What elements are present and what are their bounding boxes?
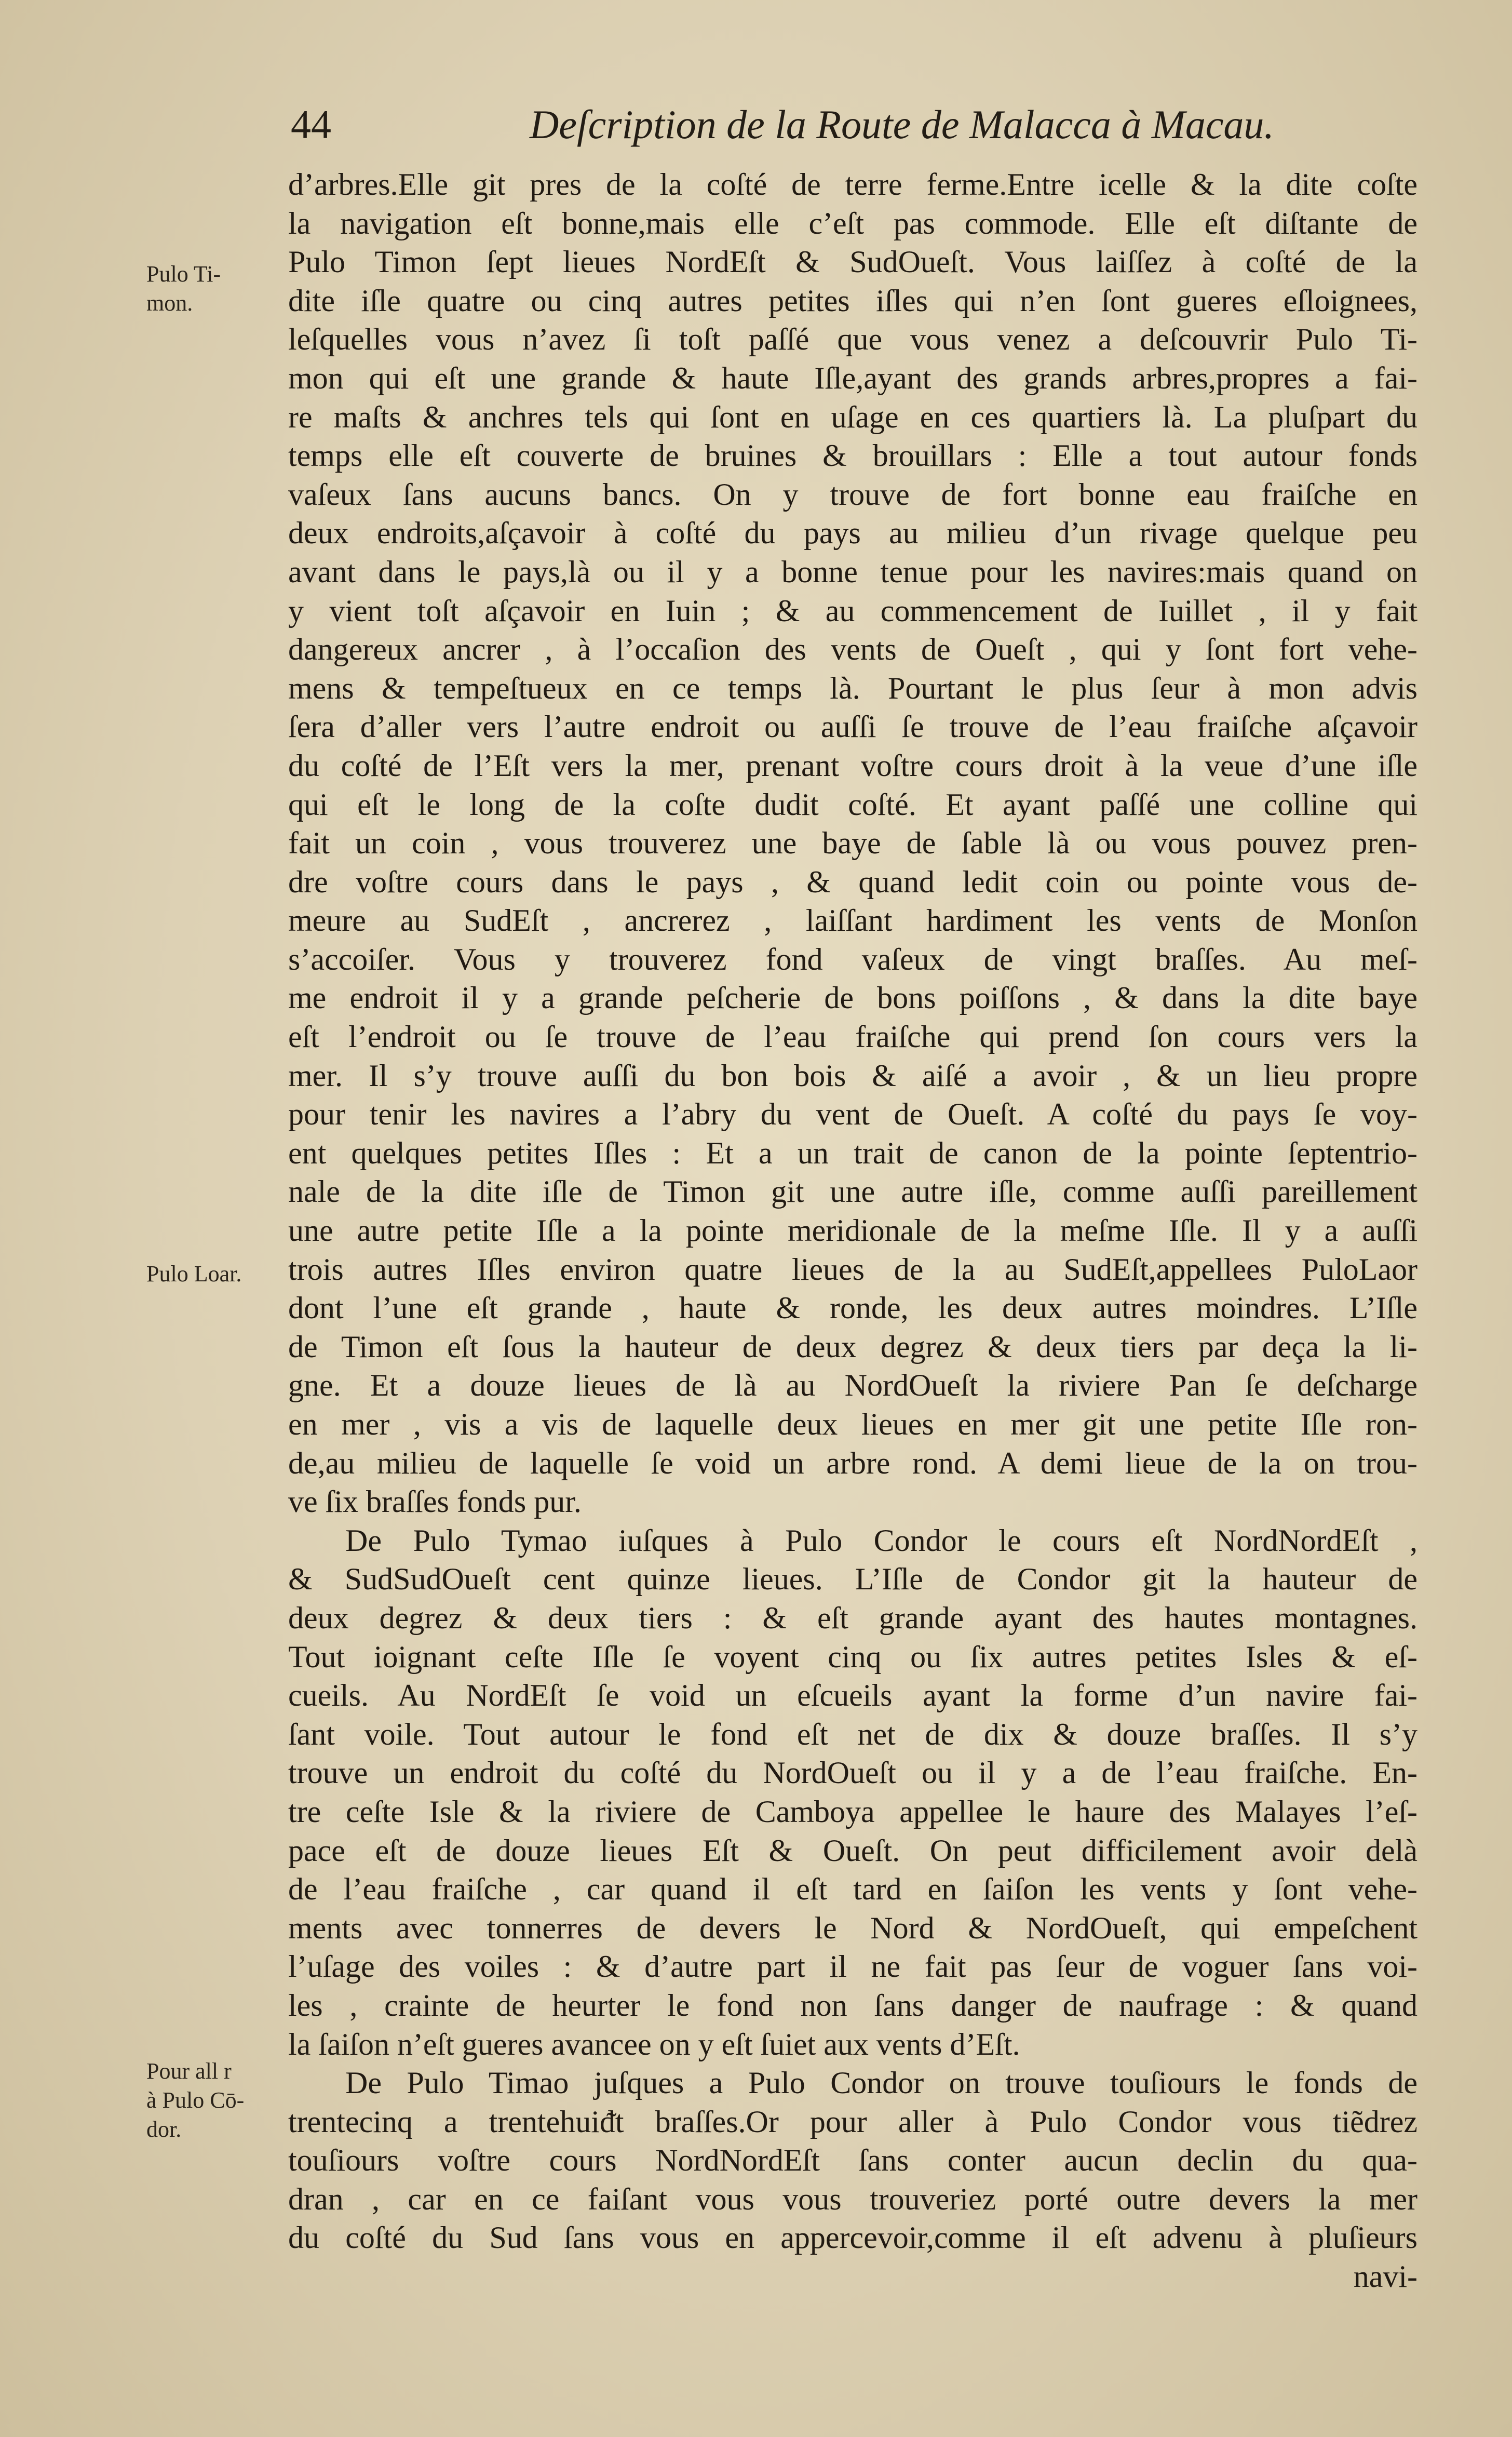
margin-note-line: Pulo Loar. (146, 1261, 242, 1287)
text-line: pour tenir les navires a l’abry du vent de Oueſt. A coſté du pays ſe voy- (288, 1097, 1418, 1132)
running-title: Deſcription de la Route de Malacca à Macau. (530, 102, 1274, 147)
margin-note-line: Pulo Ti- (146, 261, 221, 287)
text-line: y vient toſt aſçavoir en Iuin ; & au commencement de Iuillet , il y fait (288, 593, 1418, 628)
margin-note-line: à Pulo Cō- (146, 2087, 245, 2113)
text-line: avant dans le pays,là ou il y a bonne tenue pour les navires:mais quand on (288, 554, 1418, 589)
text-line: meure au SudEſt , ancrerez , laiſſant hardiment les vents de Monſon (288, 903, 1418, 938)
text-line: la navigation eſt bonne,mais elle c’eſt pas commode. Elle eſt diſtante de (288, 206, 1418, 240)
text-line: tre ceſte Isle & la riviere de Camboya appellee le haure des Malayes l’eſ- (288, 1794, 1418, 1829)
text-line: qui eſt le long de la coſte dudit coſté. Et ayant paſſé une colline qui (288, 787, 1418, 822)
text-line: & SudSudOueſt cent quinze lieues. L’Iſle de Condor git la hauteur de (288, 1562, 1418, 1597)
text-line: l’uſage des voiles : & d’autre part il ne fait pas ſeur de voguer ſans voi- (288, 1949, 1418, 1984)
text-line: Tout ioignant ceſte Iſle ſe voyent cinq ou ſix autres petites Isles & eſ- (288, 1639, 1418, 1674)
text-line: mens & tempeſtueux en ce temps là. Pourtant le plus ſeur à mon advis (288, 671, 1418, 705)
text-line: leſquelles vous n’avez ſi toſt paſſé que vous venez a deſcouvrir Pulo Ti- (288, 322, 1418, 357)
text-line: du coſté du Sud ſans vous en appercevoir,comme il eſt advenu à pluſieurs (288, 2220, 1418, 2255)
text-line: les , crainte de heurter le fond non ſans danger de naufrage : & quand (288, 1988, 1418, 2023)
text-line: ments avec tonnerres de devers le Nord & NordOueſt, qui empeſchent (288, 1910, 1418, 1945)
text-line: du coſté de l’Eſt vers la mer, prenant voſtre cours droit à la veue d’une iſle (288, 748, 1418, 783)
text-line: De Pulo Tymao iuſques à Pulo Condor le cours eſt NordNordEſt , (345, 1523, 1418, 1558)
margin-notes (0, 0, 286, 2437)
text-line: de l’eau fraiſche , car quand il eſt tard en ſaiſon les vents y ſont vehe- (288, 1872, 1418, 1907)
text-line: dangereux ancrer , à l’occaſion des vents de Oueſt , qui y ſont fort vehe- (288, 632, 1418, 667)
text-line: en mer , vis a vis de laquelle deux lieues en mer git une petite Iſle ron- (288, 1407, 1418, 1441)
text-line: re maſts & anchres tels qui ſont en uſage en ces quartiers là. La pluſpart du (288, 399, 1418, 434)
body-text (288, 165, 1418, 2296)
text-line: De Pulo Timao juſques a Pulo Condor on trouve touſiours le fonds de (345, 2066, 1418, 2100)
text-line: eſt l’endroit ou ſe trouve de l’eau fraiſche qui prend ſon cours vers la (288, 1020, 1418, 1054)
margin-note-line: Pour all r (146, 2058, 232, 2084)
text-line: trouve un endroit du coſté du NordOueſt ou il y a de l’eau fraiſche. En- (288, 1756, 1418, 1790)
text-line: navi- (1353, 2259, 1418, 2294)
text-line: d’arbres.Elle git pres de la coſté de terre ferme.Entre icelle & la dite coſte (288, 167, 1418, 202)
page-number: 44 (291, 102, 331, 147)
page-header (291, 99, 1277, 156)
text-line: ent quelques petites Iſles : Et a un trait de canon de la pointe ſeptentrio- (288, 1135, 1418, 1170)
text-line: ve ſix braſſes fonds pur. (288, 1484, 582, 1519)
text-line: mer. Il s’y trouve auſſi du bon bois & aiſé a avoir , & un lieu propre (288, 1058, 1418, 1093)
margin-note-pulo-condor (146, 2057, 244, 2144)
text-line: la ſaiſon n’eſt gueres avancee on y eſt ſuiet aux vents d’Eſt. (288, 2027, 1020, 2061)
text-line: ſera d’aller vers l’autre endroit ou auſſi ſe trouve de l’eau fraiſche aſçavoir (288, 709, 1418, 744)
text-line: de,au milieu de laquelle ſe void un arbre rond. A demi lieue de la on trou- (288, 1445, 1418, 1480)
margin-note-pulo-loar (146, 1260, 241, 1289)
text-line: touſiours voſtre cours NordNordEſt ſans conter aucun declin du qua- (288, 2143, 1418, 2178)
text-line: mon qui eſt une grande & haute Iſle,ayant des grands arbres,propres a fai- (288, 360, 1418, 395)
text-line: vaſeux ſans aucuns bancs. On y trouve de fort bonne eau fraiſche en (288, 477, 1418, 512)
text-line: pace eſt de douze lieues Eſt & Oueſt. On peut difficilement avoir delà (288, 1833, 1418, 1868)
text-line: s’accoiſer. Vous y trouverez fond vaſeux de vingt braſſes. Au meſ- (288, 942, 1418, 976)
margin-note-pulo-timon (146, 260, 221, 318)
text-line: deux endroits,aſçavoir à coſté du pays au milieu d’un rivage quelque peu (288, 516, 1418, 551)
text-line: dran , car en ce faiſant vous vous trouveriez porté outre devers la mer (288, 2181, 1418, 2216)
margin-note-line: mon. (146, 290, 193, 316)
text-line: de Timon eſt ſous la hauteur de deux degrez & deux tiers par deça la li- (288, 1329, 1418, 1364)
text-line: trentecinq a trentehuiᵭt braſſes.Or pour aller à Pulo Condor vous tiẽdrez (288, 2104, 1418, 2139)
text-line: dre voſtre cours dans le pays , & quand ledit coin ou pointe vous de- (288, 864, 1418, 899)
text-line: dont l’une eſt grande , haute & ronde, les deux autres moindres. L’Iſle (288, 1291, 1418, 1325)
text-line: temps elle eſt couverte de bruines & brouillars : Elle a tout autour fonds (288, 438, 1418, 473)
text-line: une autre petite Iſle a la pointe meridionale de la meſme Iſle. Il y a auſſi (288, 1213, 1418, 1248)
text-line: gne. Et a douze lieues de là au NordOueſt la riviere Pan ſe deſcharge (288, 1368, 1418, 1403)
text-line: Pulo Timon ſept lieues NordEſt & SudOueſt. Vous laiſſez à coſté de la (288, 245, 1418, 279)
text-line: trois autres Iſles environ quatre lieues de la au SudEſt,appellees PuloLaor (288, 1252, 1418, 1287)
text-line: fait un coin , vous trouverez une baye de ſable là ou vous pouvez pren- (288, 826, 1418, 861)
text-line: me endroit il y a grande peſcherie de bons poiſſons , & dans la dite baye (288, 981, 1418, 1015)
text-line: deux degrez & deux tiers : & eſt grande ayant des hautes montagnes. (288, 1600, 1418, 1635)
margin-note-line: dor. (146, 2117, 182, 2142)
text-line: dite iſle quatre ou cinq autres petites iſles qui n’en ſont gueres eſloignees, (288, 283, 1418, 318)
text-line: ſant voile. Tout autour le fond eſt net de dix & douze braſſes. Il s’y (288, 1717, 1418, 1751)
text-line: nale de la dite iſle de Timon git une autre iſle, comme auſſi pareillement (288, 1174, 1418, 1209)
text-line: cueils. Au NordEſt ſe void un eſcueils ayant la forme d’un navire fai- (288, 1678, 1418, 1713)
